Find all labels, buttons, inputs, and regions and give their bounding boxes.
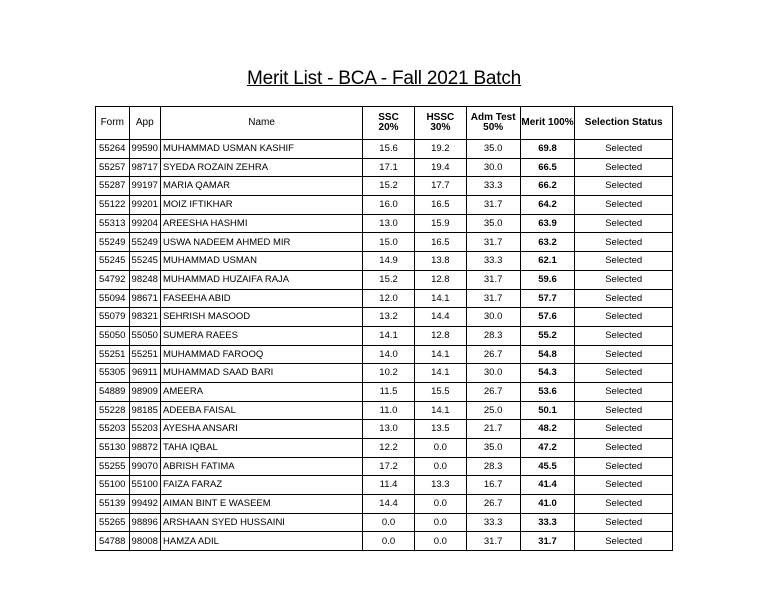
cell-ssc: 14.4	[363, 495, 415, 514]
table-row	[96, 420, 673, 439]
cell-form: 55249	[96, 233, 130, 252]
table-row	[96, 495, 673, 514]
cell-ssc: 15.0	[363, 233, 415, 252]
cell-name: ARSHAAN SYED HUSSAINI	[161, 513, 363, 532]
cell-selection-status: Selected	[575, 457, 673, 476]
cell-merit: 69.8	[520, 140, 575, 159]
header-ssc-weight: 20%	[378, 122, 399, 133]
cell-hssc: 0.0	[414, 457, 466, 476]
cell-selection-status: Selected	[575, 214, 673, 233]
header-adm-test-label: Adm Test	[470, 112, 516, 123]
cell-name: ABRISH FATIMA	[161, 457, 363, 476]
cell-ssc: 12.0	[363, 289, 415, 308]
cell-app: 98248	[129, 270, 160, 289]
cell-adm-test: 28.3	[466, 326, 520, 345]
cell-merit: 63.9	[520, 214, 575, 233]
table-row	[96, 252, 673, 271]
cell-adm-test: 31.7	[466, 270, 520, 289]
header-hssc-label: HSSC	[426, 112, 455, 123]
cell-name: SEHRISH MASOOD	[161, 308, 363, 327]
header-ssc	[363, 107, 415, 140]
cell-ssc: 11.0	[363, 401, 415, 420]
cell-merit: 64.2	[520, 196, 575, 215]
cell-app: 98896	[129, 513, 160, 532]
cell-hssc: 16.5	[414, 196, 466, 215]
cell-hssc: 13.3	[414, 476, 466, 495]
cell-form: 55203	[96, 420, 130, 439]
cell-name: HAMZA ADIL	[161, 532, 363, 551]
cell-app: 99590	[129, 140, 160, 159]
cell-app: 99204	[129, 214, 160, 233]
cell-hssc: 19.4	[414, 158, 466, 177]
table-row	[96, 158, 673, 177]
cell-merit: 63.2	[520, 233, 575, 252]
cell-name: TAHA IQBAL	[161, 439, 363, 458]
cell-app: 99201	[129, 196, 160, 215]
page-title: Merit List - BCA - Fall 2021 Batch	[246, 68, 522, 89]
cell-merit: 66.5	[520, 158, 575, 177]
cell-merit: 54.8	[520, 345, 575, 364]
cell-hssc: 13.5	[414, 420, 466, 439]
cell-adm-test: 30.0	[466, 364, 520, 383]
cell-hssc: 16.5	[414, 233, 466, 252]
cell-selection-status: Selected	[575, 439, 673, 458]
table-row	[96, 532, 673, 551]
cell-form: 55257	[96, 158, 130, 177]
cell-ssc: 0.0	[363, 513, 415, 532]
cell-app: 55203	[129, 420, 160, 439]
cell-merit: 41.0	[520, 495, 575, 514]
cell-form: 55050	[96, 326, 130, 345]
header-name: Name	[161, 107, 363, 140]
cell-selection-status: Selected	[575, 140, 673, 159]
cell-adm-test: 25.0	[466, 401, 520, 420]
cell-selection-status: Selected	[575, 233, 673, 252]
cell-adm-test: 35.0	[466, 214, 520, 233]
cell-form: 55122	[96, 196, 130, 215]
table-row	[96, 345, 673, 364]
cell-name: AMEERA	[161, 382, 363, 401]
cell-form: 55094	[96, 289, 130, 308]
cell-merit: 31.7	[520, 532, 575, 551]
cell-form: 54788	[96, 532, 130, 551]
cell-app: 98321	[129, 308, 160, 327]
cell-adm-test: 35.0	[466, 439, 520, 458]
cell-adm-test: 31.7	[466, 532, 520, 551]
cell-name: MUHAMMAD SAAD BARI	[161, 364, 363, 383]
table-row	[96, 326, 673, 345]
cell-selection-status: Selected	[575, 177, 673, 196]
table-row	[96, 233, 673, 252]
cell-name: MARIA QAMAR	[161, 177, 363, 196]
cell-app: 96911	[129, 364, 160, 383]
cell-hssc: 14.1	[414, 289, 466, 308]
cell-app: 98872	[129, 439, 160, 458]
cell-merit: 66.2	[520, 177, 575, 196]
header-form: Form	[96, 107, 130, 140]
table-row	[96, 364, 673, 383]
cell-name: AYESHA ANSARI	[161, 420, 363, 439]
cell-merit: 54.3	[520, 364, 575, 383]
cell-hssc: 15.5	[414, 382, 466, 401]
cell-merit: 47.2	[520, 439, 575, 458]
cell-ssc: 15.2	[363, 177, 415, 196]
cell-selection-status: Selected	[575, 308, 673, 327]
cell-name: MUHAMMAD HUZAIFA RAJA	[161, 270, 363, 289]
table-row	[96, 382, 673, 401]
cell-form: 55228	[96, 401, 130, 420]
table-header-row	[96, 107, 673, 140]
cell-hssc: 12.8	[414, 326, 466, 345]
cell-selection-status: Selected	[575, 513, 673, 532]
cell-selection-status: Selected	[575, 270, 673, 289]
cell-selection-status: Selected	[575, 495, 673, 514]
cell-adm-test: 31.7	[466, 233, 520, 252]
cell-adm-test: 16.7	[466, 476, 520, 495]
cell-selection-status: Selected	[575, 289, 673, 308]
cell-hssc: 19.2	[414, 140, 466, 159]
table-row	[96, 196, 673, 215]
cell-form: 55265	[96, 513, 130, 532]
cell-app: 98717	[129, 158, 160, 177]
cell-merit: 59.6	[520, 270, 575, 289]
cell-app: 99070	[129, 457, 160, 476]
cell-merit: 53.6	[520, 382, 575, 401]
cell-hssc: 14.4	[414, 308, 466, 327]
cell-ssc: 12.2	[363, 439, 415, 458]
cell-form: 55245	[96, 252, 130, 271]
cell-merit: 62.1	[520, 252, 575, 271]
cell-form: 54889	[96, 382, 130, 401]
cell-merit: 33.3	[520, 513, 575, 532]
cell-app: 98909	[129, 382, 160, 401]
cell-hssc: 0.0	[414, 532, 466, 551]
cell-selection-status: Selected	[575, 345, 673, 364]
cell-selection-status: Selected	[575, 158, 673, 177]
cell-name: MUHAMMAD USMAN	[161, 252, 363, 271]
cell-app: 55249	[129, 233, 160, 252]
cell-ssc: 10.2	[363, 364, 415, 383]
cell-hssc: 0.0	[414, 513, 466, 532]
cell-hssc: 14.1	[414, 364, 466, 383]
table-row	[96, 308, 673, 327]
merit-list-table	[95, 106, 673, 551]
cell-app: 55251	[129, 345, 160, 364]
cell-selection-status: Selected	[575, 326, 673, 345]
cell-app: 99492	[129, 495, 160, 514]
cell-selection-status: Selected	[575, 420, 673, 439]
cell-ssc: 13.2	[363, 308, 415, 327]
cell-merit: 48.2	[520, 420, 575, 439]
cell-name: FAIZA FARAZ	[161, 476, 363, 495]
cell-form: 55313	[96, 214, 130, 233]
cell-adm-test: 33.3	[466, 252, 520, 271]
cell-adm-test: 26.7	[466, 345, 520, 364]
cell-ssc: 14.1	[363, 326, 415, 345]
cell-name: SUMERA RAEES	[161, 326, 363, 345]
cell-ssc: 13.0	[363, 214, 415, 233]
cell-adm-test: 31.7	[466, 196, 520, 215]
cell-name: SYEDA ROZAIN ZEHRA	[161, 158, 363, 177]
cell-hssc: 13.8	[414, 252, 466, 271]
table-row	[96, 476, 673, 495]
cell-ssc: 11.4	[363, 476, 415, 495]
cell-selection-status: Selected	[575, 196, 673, 215]
table-row	[96, 270, 673, 289]
cell-merit: 41.4	[520, 476, 575, 495]
cell-hssc: 15.9	[414, 214, 466, 233]
table-row	[96, 439, 673, 458]
cell-adm-test: 35.0	[466, 140, 520, 159]
cell-form: 55130	[96, 439, 130, 458]
cell-app: 98671	[129, 289, 160, 308]
cell-adm-test: 33.3	[466, 513, 520, 532]
header-app: App	[129, 107, 160, 140]
cell-app: 98008	[129, 532, 160, 551]
cell-ssc: 0.0	[363, 532, 415, 551]
cell-adm-test: 33.3	[466, 177, 520, 196]
table-row	[96, 140, 673, 159]
cell-selection-status: Selected	[575, 476, 673, 495]
cell-hssc: 0.0	[414, 439, 466, 458]
table-row	[96, 401, 673, 420]
cell-hssc: 17.7	[414, 177, 466, 196]
cell-selection-status: Selected	[575, 401, 673, 420]
cell-name: AREESHA HASHMI	[161, 214, 363, 233]
cell-form: 55251	[96, 345, 130, 364]
cell-ssc: 15.2	[363, 270, 415, 289]
cell-merit: 45.5	[520, 457, 575, 476]
cell-selection-status: Selected	[575, 382, 673, 401]
cell-ssc: 15.6	[363, 140, 415, 159]
cell-form: 55100	[96, 476, 130, 495]
header-selection-status: Selection Status	[575, 107, 673, 140]
cell-adm-test: 21.7	[466, 420, 520, 439]
cell-hssc: 0.0	[414, 495, 466, 514]
cell-form: 55079	[96, 308, 130, 327]
header-merit: Merit 100%	[520, 107, 575, 140]
cell-app: 99197	[129, 177, 160, 196]
cell-name: ADEEBA FAISAL	[161, 401, 363, 420]
cell-adm-test: 30.0	[466, 308, 520, 327]
cell-ssc: 14.9	[363, 252, 415, 271]
cell-hssc: 12.8	[414, 270, 466, 289]
cell-selection-status: Selected	[575, 364, 673, 383]
cell-name: USWA NADEEM AHMED MIR	[161, 233, 363, 252]
cell-adm-test: 30.0	[466, 158, 520, 177]
cell-merit: 57.6	[520, 308, 575, 327]
cell-app: 55100	[129, 476, 160, 495]
cell-hssc: 14.1	[414, 401, 466, 420]
cell-ssc: 13.0	[363, 420, 415, 439]
cell-selection-status: Selected	[575, 252, 673, 271]
table-row	[96, 177, 673, 196]
cell-adm-test: 28.3	[466, 457, 520, 476]
cell-ssc: 14.0	[363, 345, 415, 364]
table-row	[96, 457, 673, 476]
cell-form: 54792	[96, 270, 130, 289]
cell-name: MUHAMMAD USMAN KASHIF	[161, 140, 363, 159]
header-hssc	[414, 107, 466, 140]
cell-name: FASEEHA ABID	[161, 289, 363, 308]
cell-ssc: 17.2	[363, 457, 415, 476]
cell-ssc: 17.1	[363, 158, 415, 177]
header-hssc-weight: 30%	[430, 122, 451, 133]
cell-name: AIMAN BINT E WASEEM	[161, 495, 363, 514]
cell-adm-test: 26.7	[466, 382, 520, 401]
table-row	[96, 214, 673, 233]
table-row	[96, 289, 673, 308]
table-row	[96, 513, 673, 532]
cell-form: 55139	[96, 495, 130, 514]
cell-app: 98185	[129, 401, 160, 420]
cell-form: 55287	[96, 177, 130, 196]
cell-adm-test: 26.7	[466, 495, 520, 514]
cell-name: MOIZ IFTIKHAR	[161, 196, 363, 215]
header-adm-test	[466, 107, 520, 140]
cell-ssc: 11.5	[363, 382, 415, 401]
header-adm-test-weight: 50%	[483, 122, 504, 133]
cell-merit: 50.1	[520, 401, 575, 420]
cell-adm-test: 31.7	[466, 289, 520, 308]
cell-merit: 55.2	[520, 326, 575, 345]
cell-name: MUHAMMAD FAROOQ	[161, 345, 363, 364]
cell-ssc: 16.0	[363, 196, 415, 215]
cell-app: 55050	[129, 326, 160, 345]
cell-app: 55245	[129, 252, 160, 271]
cell-hssc: 14.1	[414, 345, 466, 364]
cell-selection-status: Selected	[575, 532, 673, 551]
header-ssc-label: SSC	[378, 112, 399, 123]
cell-merit: 57.7	[520, 289, 575, 308]
cell-form: 55255	[96, 457, 130, 476]
cell-form: 55305	[96, 364, 130, 383]
cell-form: 55264	[96, 140, 130, 159]
